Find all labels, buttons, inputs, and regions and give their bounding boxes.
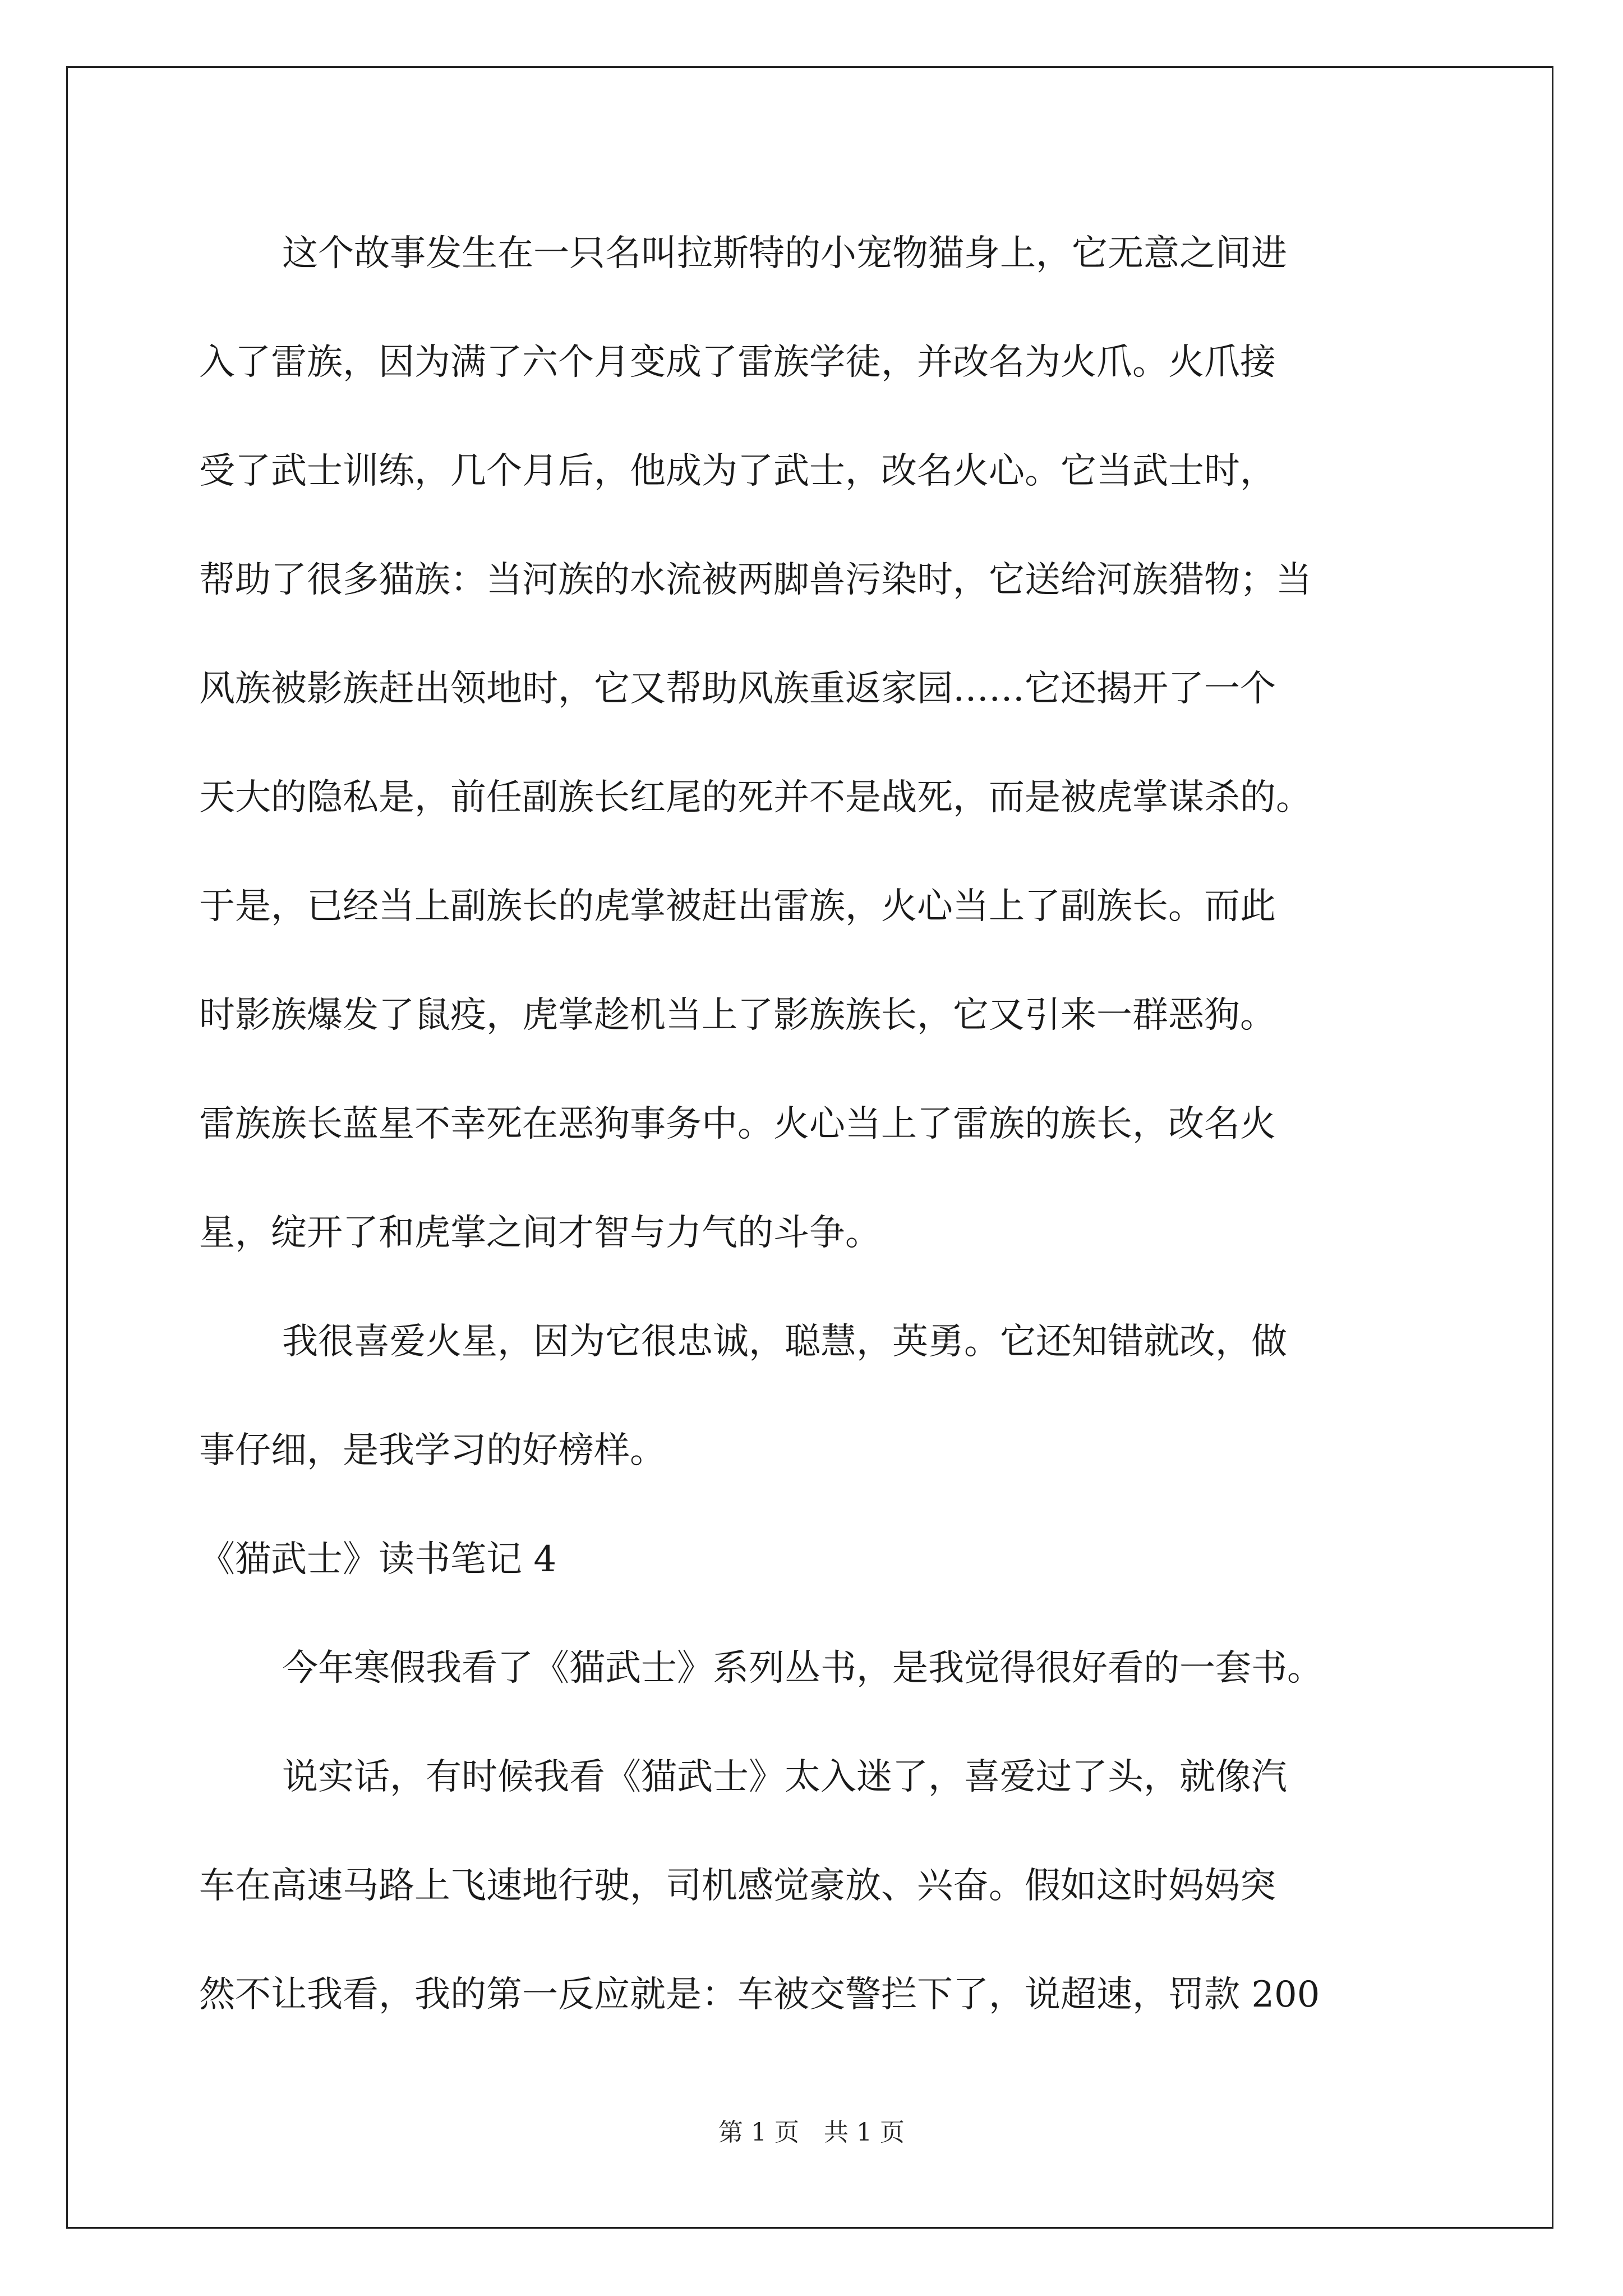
section-heading: 《猫武士》读书笔记 4 <box>199 1539 557 1580</box>
paragraph-line: 于是，已经当上副族长的虎掌被赶出雷族，火心当上了副族长。而此 <box>199 886 1276 927</box>
page-total: 共 1 页 <box>824 2118 905 2147</box>
paragraph-line: 入了雷族，因为满了六个月变成了雷族学徒，并改名为火爪。火爪接 <box>199 342 1276 383</box>
paragraph-line: 我很喜爱火星，因为它很忠诚，聪慧，英勇。它还知错就改，做 <box>282 1321 1287 1363</box>
paragraph-line: 雷族族长蓝星不幸死在恶狗事务中。火心当上了雷族的族长，改名火 <box>199 1103 1276 1145</box>
paragraph-line: 受了武士训练，几个月后，他成为了武士，改名火心。它当武士时， <box>199 450 1276 492</box>
paragraph-line: 然不让我看，我的第一反应就是：车被交警拦下了，说超速，罚款 200 <box>199 1974 1320 2016</box>
paragraph-line: 事仔细，是我学习的好榜样。 <box>199 1430 666 1471</box>
paragraph-line: 这个故事发生在一只名叫拉斯特的小宠物猫身上，它无意之间进 <box>282 233 1287 274</box>
paragraph-line: 星，绽开了和虎掌之间才智与力气的斗争。 <box>199 1212 881 1254</box>
paragraph-line: 说实话，有时候我看《猫武士》太入迷了，喜爱过了头，就像汽 <box>282 1756 1287 1798</box>
page-footer <box>0 2116 1623 2150</box>
paragraph-line: 天大的隐私是，前任副族长红尾的死并不是战死，而是被虎掌谋杀的。 <box>199 777 1312 818</box>
paragraph-line: 时影族爆发了鼠疫，虎掌趁机当上了影族族长，它又引来一群恶狗。 <box>199 995 1276 1036</box>
paragraph-line: 帮助了很多猫族：当河族的水流被两脚兽污染时，它送给河族猎物；当 <box>199 559 1312 601</box>
paragraph-line: 车在高速马路上飞速地行驶，司机感觉豪放、兴奋。假如这时妈妈突 <box>199 1865 1276 1907</box>
paragraph-line: 今年寒假我看了《猫武士》系列丛书，是我觉得很好看的一套书。 <box>282 1648 1323 1689</box>
paragraph-line: 风族被影族赶出领地时，它又帮助风族重返家园……它还揭开了一个 <box>199 668 1276 710</box>
page-number: 第 1 页 <box>718 2118 799 2147</box>
document-body <box>199 199 1438 2049</box>
